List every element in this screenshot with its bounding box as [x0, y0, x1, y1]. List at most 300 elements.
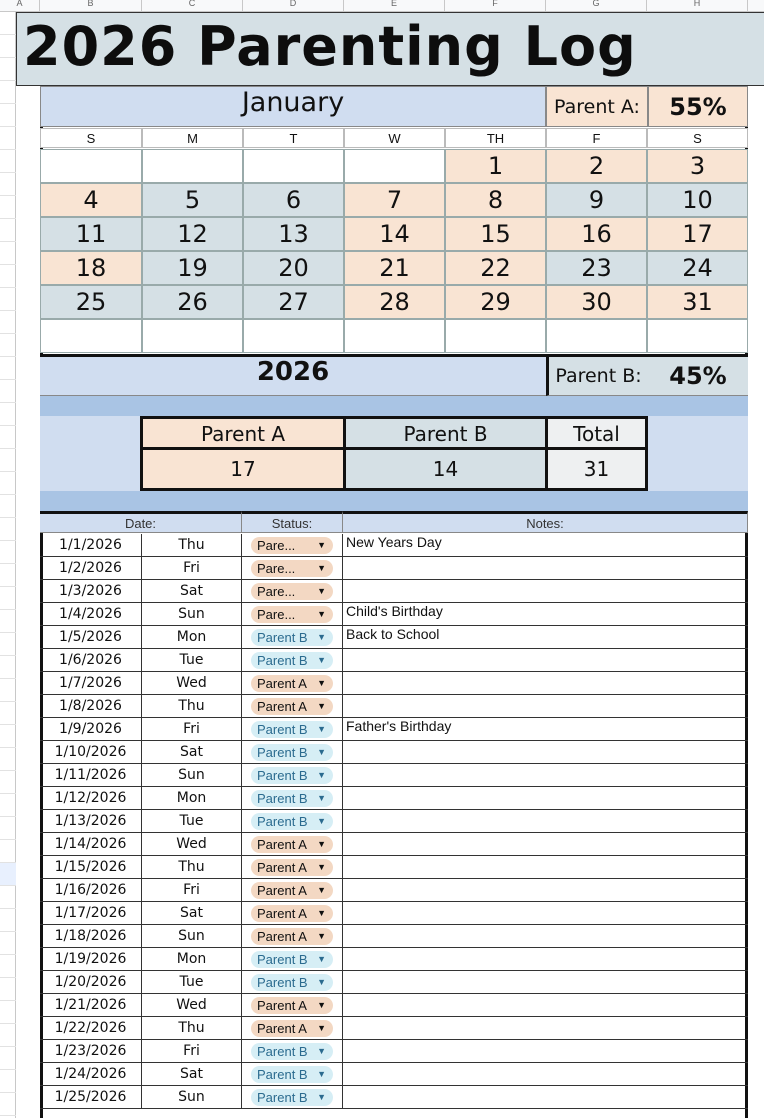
log-date-cell[interactable]: 1/4/2026: [40, 603, 142, 626]
table-row: [40, 971, 748, 994]
log-date-cell[interactable]: 1/3/2026: [40, 580, 142, 603]
parent-b-pct-value[interactable]: 45%: [648, 354, 748, 396]
summary-header-parent-b[interactable]: Parent B: [346, 419, 548, 450]
log-header-date[interactable]: Date:: [40, 511, 242, 533]
calendar-empty-cell[interactable]: [344, 149, 445, 183]
weekday-header[interactable]: W: [344, 128, 445, 148]
log-status-cell[interactable]: [242, 1040, 343, 1063]
summary-value-parent-b[interactable]: 14: [346, 450, 548, 488]
calendar-day[interactable]: 2: [546, 149, 647, 183]
status-dropdown-chip[interactable]: [251, 767, 333, 784]
table-row: [40, 1017, 748, 1040]
row-number-cell[interactable]: [0, 104, 16, 127]
calendar-day[interactable]: 23: [546, 251, 647, 285]
year-header[interactable]: [40, 354, 546, 396]
row-number-cell[interactable]: [0, 1024, 16, 1047]
chevron-down-icon[interactable]: ▼: [317, 885, 326, 895]
summary-header-total[interactable]: Total: [548, 419, 645, 450]
calendar-day[interactable]: 10: [647, 183, 748, 217]
log-weekday-cell[interactable]: Fri: [142, 1040, 242, 1063]
log-status-cell[interactable]: [242, 787, 343, 810]
status-dropdown-chip[interactable]: [251, 675, 333, 692]
log-notes-cell[interactable]: Back to School: [346, 626, 440, 642]
log-notes-cell[interactable]: Father's Birthday: [346, 718, 452, 734]
log-status-cell[interactable]: [242, 994, 343, 1017]
row-number-cell[interactable]: [0, 449, 16, 472]
summary-value-total[interactable]: 31: [548, 450, 645, 488]
log-notes-cell[interactable]: [343, 902, 748, 925]
log-notes-cell[interactable]: [343, 787, 748, 810]
column-header-a[interactable]: A: [0, 0, 40, 12]
calendar-day[interactable]: 16: [546, 217, 647, 251]
status-dropdown-chip[interactable]: [251, 652, 333, 669]
log-notes-cell[interactable]: [343, 741, 748, 764]
log-date-cell[interactable]: 1/6/2026: [40, 649, 142, 672]
status-dropdown-chip[interactable]: [251, 744, 333, 761]
row-number-cell[interactable]: [0, 771, 16, 794]
log-header-status[interactable]: Status:: [242, 511, 343, 533]
row-number-cell[interactable]: [0, 58, 16, 81]
log-notes-cell[interactable]: [343, 810, 748, 833]
status-dropdown-chip[interactable]: [251, 1089, 333, 1106]
weekday-header[interactable]: TH: [445, 128, 546, 148]
log-status-cell[interactable]: [242, 1063, 343, 1086]
status-chip-label: Parent B: [257, 745, 308, 760]
status-chip-label: Parent A: [257, 998, 307, 1013]
calendar-day[interactable]: 22: [445, 251, 546, 285]
row-number-cell[interactable]: [0, 587, 16, 610]
calendar-day[interactable]: 29: [445, 285, 546, 319]
chevron-down-icon[interactable]: ▼: [317, 1000, 326, 1010]
status-chip-label: Parent B: [257, 1067, 308, 1082]
log-weekday-cell[interactable]: Mon: [142, 626, 242, 649]
log-date-cell[interactable]: 1/21/2026: [40, 994, 142, 1017]
chevron-down-icon[interactable]: ▼: [317, 954, 326, 964]
row-number-cell[interactable]: [0, 12, 16, 35]
row-number-cell[interactable]: [0, 403, 16, 426]
chevron-down-icon[interactable]: ▼: [317, 862, 326, 872]
log-notes-cell[interactable]: New Years Day: [346, 534, 442, 550]
log-date-cell[interactable]: 1/9/2026: [40, 718, 142, 741]
calendar-empty-cell[interactable]: [546, 319, 647, 353]
table-row: [40, 879, 748, 902]
table-row: [40, 718, 748, 741]
status-dropdown-chip[interactable]: [251, 583, 333, 600]
log-date-cell[interactable]: 1/20/2026: [40, 971, 142, 994]
log-date-cell[interactable]: 1/19/2026: [40, 948, 142, 971]
status-dropdown-chip[interactable]: [251, 882, 333, 899]
row-number-cell[interactable]: [0, 932, 16, 955]
row-number-cell[interactable]: [0, 1093, 16, 1116]
status-dropdown-chip[interactable]: [251, 698, 333, 715]
chevron-down-icon[interactable]: ▼: [317, 701, 326, 711]
log-date-cell[interactable]: 1/8/2026: [40, 695, 142, 718]
column-header-f[interactable]: F: [445, 0, 546, 12]
calendar-day[interactable]: 26: [142, 285, 243, 319]
row-number-cell[interactable]: [0, 817, 16, 840]
log-date-cell[interactable]: 1/2/2026: [40, 557, 142, 580]
log-notes-cell[interactable]: [343, 1063, 748, 1086]
log-weekday-cell[interactable]: Wed: [142, 833, 242, 856]
log-date-cell[interactable]: 1/22/2026: [40, 1017, 142, 1040]
calendar-empty-cell[interactable]: [40, 149, 142, 183]
row-number-cell[interactable]: [0, 150, 16, 173]
log-notes-cell[interactable]: [343, 649, 748, 672]
log-notes-cell[interactable]: [343, 856, 748, 879]
log-weekday-cell[interactable]: Sat: [142, 741, 242, 764]
log-notes-cell[interactable]: [343, 925, 748, 948]
row-number-cell[interactable]: [0, 725, 16, 748]
log-weekday-cell[interactable]: Sun: [142, 925, 242, 948]
log-status-cell[interactable]: [242, 971, 343, 994]
log-weekday-cell[interactable]: Sun: [142, 1086, 242, 1109]
log-status-cell[interactable]: [242, 557, 343, 580]
calendar-day[interactable]: 12: [142, 217, 243, 251]
row-number-cell[interactable]: [0, 955, 16, 978]
row-number-cell[interactable]: [0, 35, 16, 58]
log-date-cell[interactable]: 1/25/2026: [40, 1086, 142, 1109]
table-row: [40, 580, 748, 603]
row-number-cell[interactable]: [0, 127, 16, 150]
log-weekday-cell[interactable]: Thu: [142, 534, 242, 557]
row-number-cell[interactable]: [0, 426, 16, 449]
log-weekday-cell[interactable]: Tue: [142, 649, 242, 672]
log-date-cell[interactable]: 1/14/2026: [40, 833, 142, 856]
row-number-cell[interactable]: [0, 541, 16, 564]
calendar-day[interactable]: 6: [243, 183, 344, 217]
log-notes-cell[interactable]: [343, 971, 748, 994]
row-number-cell[interactable]: [0, 380, 16, 403]
chevron-down-icon[interactable]: ▼: [317, 609, 326, 619]
column-header-h[interactable]: H: [647, 0, 748, 12]
status-dropdown-chip[interactable]: [251, 721, 333, 738]
calendar-day[interactable]: 5: [142, 183, 243, 217]
log-status-cell[interactable]: [242, 833, 343, 856]
summary-header-parent-a[interactable]: Parent A: [143, 419, 346, 450]
log-weekday-cell[interactable]: Tue: [142, 971, 242, 994]
log-date-cell[interactable]: 1/12/2026: [40, 787, 142, 810]
log-weekday-cell[interactable]: Wed: [142, 994, 242, 1017]
calendar-empty-cell[interactable]: [344, 319, 445, 353]
log-date-cell[interactable]: 1/23/2026: [40, 1040, 142, 1063]
calendar-day[interactable]: 27: [243, 285, 344, 319]
status-dropdown-chip[interactable]: [251, 974, 333, 991]
status-chip-label: Parent B: [257, 791, 308, 806]
status-dropdown-chip[interactable]: [251, 997, 333, 1014]
weekday-header[interactable]: S: [40, 128, 142, 148]
calendar-day[interactable]: 1: [445, 149, 546, 183]
calendar-day[interactable]: 24: [647, 251, 748, 285]
title-banner[interactable]: [16, 12, 764, 86]
row-number-cell[interactable]: [0, 265, 16, 288]
log-weekday-cell[interactable]: Tue: [142, 810, 242, 833]
status-dropdown-chip[interactable]: [251, 606, 333, 623]
row-number-cell[interactable]: [0, 357, 16, 380]
chevron-down-icon[interactable]: ▼: [317, 632, 326, 642]
calendar-empty-cell[interactable]: [647, 319, 748, 353]
table-row: [40, 1040, 748, 1063]
chevron-down-icon[interactable]: ▼: [317, 793, 326, 803]
calendar-day[interactable]: 11: [40, 217, 142, 251]
row-number-cell[interactable]: [0, 311, 16, 334]
status-chip-label: Pare...: [257, 607, 296, 622]
chevron-down-icon[interactable]: ▼: [317, 839, 326, 849]
row-number-cell[interactable]: [0, 794, 16, 817]
row-number-cell[interactable]: [0, 978, 16, 1001]
calendar-day[interactable]: 17: [647, 217, 748, 251]
calendar-day[interactable]: 15: [445, 217, 546, 251]
log-notes-cell[interactable]: [343, 948, 748, 971]
log-status-cell[interactable]: [242, 580, 343, 603]
calendar-day[interactable]: 14: [344, 217, 445, 251]
row-number-cell[interactable]: [0, 610, 16, 633]
log-header-notes[interactable]: Notes:: [343, 511, 748, 533]
log-notes-cell[interactable]: [343, 994, 748, 1017]
chevron-down-icon[interactable]: ▼: [317, 563, 326, 573]
calendar-day[interactable]: 31: [647, 285, 748, 319]
log-status-cell[interactable]: [242, 649, 343, 672]
status-dropdown-chip[interactable]: [251, 1020, 333, 1037]
row-number-cell[interactable]: [0, 748, 16, 771]
row-number-cell[interactable]: [0, 886, 16, 909]
weekday-header[interactable]: F: [546, 128, 647, 148]
divider-stripe-top: [40, 396, 748, 416]
log-weekday-cell[interactable]: Sat: [142, 1063, 242, 1086]
log-status-cell[interactable]: [242, 764, 343, 787]
row-number-cell[interactable]: [0, 196, 16, 219]
log-status-cell[interactable]: [242, 534, 343, 557]
log-date-cell[interactable]: 1/7/2026: [40, 672, 142, 695]
status-dropdown-chip[interactable]: [251, 836, 333, 853]
log-date-cell[interactable]: 1/18/2026: [40, 925, 142, 948]
calendar-day[interactable]: 13: [243, 217, 344, 251]
log-status-cell[interactable]: [242, 810, 343, 833]
row-number-cell[interactable]: [0, 1070, 16, 1093]
log-status-cell[interactable]: [242, 603, 343, 626]
month-header[interactable]: [40, 86, 546, 127]
month-label: January: [241, 87, 345, 118]
row-number-gutter: [0, 12, 16, 1118]
log-date-cell[interactable]: 1/10/2026: [40, 741, 142, 764]
chevron-down-icon[interactable]: ▼: [317, 816, 326, 826]
row-number-cell[interactable]: [0, 909, 16, 932]
log-weekday-cell[interactable]: Thu: [142, 695, 242, 718]
chevron-down-icon[interactable]: ▼: [317, 586, 326, 596]
row-number-cell[interactable]: [0, 518, 16, 541]
log-weekday-cell[interactable]: Fri: [142, 718, 242, 741]
status-dropdown-chip[interactable]: [251, 859, 333, 876]
log-notes-cell[interactable]: [343, 1017, 748, 1040]
row-number-cell[interactable]: [0, 334, 16, 357]
log-status-cell[interactable]: [242, 948, 343, 971]
log-notes-cell[interactable]: [343, 1040, 748, 1063]
row-number-cell[interactable]: [0, 81, 16, 104]
log-date-cell[interactable]: 1/1/2026: [40, 534, 142, 557]
log-status-cell[interactable]: [242, 626, 343, 649]
row-number-cell[interactable]: [0, 472, 16, 495]
chevron-down-icon[interactable]: ▼: [317, 770, 326, 780]
calendar-day[interactable]: 28: [344, 285, 445, 319]
calendar-day[interactable]: 7: [344, 183, 445, 217]
status-dropdown-chip[interactable]: [251, 537, 333, 554]
status-chip-label: Parent B: [257, 1090, 308, 1105]
log-weekday-cell[interactable]: Fri: [142, 879, 242, 902]
calendar-day[interactable]: 30: [546, 285, 647, 319]
summary-table: [140, 416, 648, 491]
log-date-cell[interactable]: 1/5/2026: [40, 626, 142, 649]
table-row: [40, 948, 748, 971]
status-dropdown-chip[interactable]: [251, 813, 333, 830]
log-date-cell[interactable]: 1/15/2026: [40, 856, 142, 879]
chevron-down-icon[interactable]: ▼: [317, 678, 326, 688]
status-dropdown-chip[interactable]: [251, 1043, 333, 1060]
log-weekday-cell[interactable]: Sat: [142, 902, 242, 925]
log-date-cell[interactable]: 1/13/2026: [40, 810, 142, 833]
row-number-cell[interactable]: [0, 288, 16, 311]
log-status-cell[interactable]: [242, 1086, 343, 1109]
calendar-day[interactable]: 21: [344, 251, 445, 285]
column-header-bar: [0, 0, 764, 12]
chevron-down-icon[interactable]: ▼: [317, 724, 326, 734]
summary-value-parent-a[interactable]: 17: [143, 450, 346, 488]
column-header-c[interactable]: C: [142, 0, 243, 12]
chevron-down-icon[interactable]: ▼: [317, 655, 326, 665]
column-header-g[interactable]: G: [546, 0, 647, 12]
log-date-cell[interactable]: 1/24/2026: [40, 1063, 142, 1086]
log-notes-cell[interactable]: [343, 1086, 748, 1109]
table-row: [40, 1086, 748, 1109]
chevron-down-icon[interactable]: ▼: [317, 1092, 326, 1102]
calendar-empty-cell[interactable]: [243, 319, 344, 353]
page-title: 2026 Parenting Log: [23, 15, 637, 78]
log-weekday-cell[interactable]: Mon: [142, 787, 242, 810]
calendar-day[interactable]: 3: [647, 149, 748, 183]
log-weekday-cell[interactable]: Thu: [142, 856, 242, 879]
row-number-cell[interactable]: [0, 656, 16, 679]
weekday-header[interactable]: S: [647, 128, 748, 148]
table-row: [40, 557, 748, 580]
calendar-empty-cell[interactable]: [142, 319, 243, 353]
row-number-cell[interactable]: [0, 702, 16, 725]
calendar-empty-cell[interactable]: [142, 149, 243, 183]
chevron-down-icon[interactable]: ▼: [317, 1023, 326, 1033]
chevron-down-icon[interactable]: ▼: [317, 908, 326, 918]
row-number-cell[interactable]: [0, 1001, 16, 1024]
row-number-cell[interactable]: [0, 242, 16, 265]
calendar-day[interactable]: 8: [445, 183, 546, 217]
column-header-d[interactable]: D: [243, 0, 344, 12]
log-date-cell[interactable]: 1/17/2026: [40, 902, 142, 925]
column-header-b[interactable]: B: [40, 0, 142, 12]
log-notes-cell[interactable]: [343, 672, 748, 695]
log-weekday-cell[interactable]: Mon: [142, 948, 242, 971]
parent-a-pct-value[interactable]: 55%: [648, 86, 748, 127]
status-chip-label: Parent B: [257, 630, 308, 645]
log-notes-cell[interactable]: [343, 557, 748, 580]
calendar-empty-cell[interactable]: [243, 149, 344, 183]
log-notes-cell[interactable]: [343, 580, 748, 603]
chevron-down-icon[interactable]: ▼: [317, 1046, 326, 1056]
log-notes-cell[interactable]: [343, 879, 748, 902]
table-row: [40, 856, 748, 879]
status-chip-label: Parent B: [257, 814, 308, 829]
log-status-cell[interactable]: [242, 902, 343, 925]
status-dropdown-chip[interactable]: [251, 629, 333, 646]
calendar-empty-cell[interactable]: [40, 319, 142, 353]
status-chip-label: Pare...: [257, 584, 296, 599]
log-notes-cell[interactable]: Child's Birthday: [346, 603, 443, 619]
chevron-down-icon[interactable]: ▼: [317, 977, 326, 987]
row-number-cell[interactable]: [0, 219, 16, 242]
chevron-down-icon[interactable]: ▼: [317, 931, 326, 941]
log-notes-cell[interactable]: [343, 695, 748, 718]
calendar-day[interactable]: 18: [40, 251, 142, 285]
row-number-cell[interactable]: [0, 564, 16, 587]
log-notes-cell[interactable]: [343, 833, 748, 856]
calendar-day[interactable]: 4: [40, 183, 142, 217]
calendar-day[interactable]: 25: [40, 285, 142, 319]
log-date-cell[interactable]: 1/11/2026: [40, 764, 142, 787]
column-header-e[interactable]: E: [344, 0, 445, 12]
parent-b-pct-label[interactable]: Parent B:: [546, 354, 648, 396]
calendar-empty-cell[interactable]: [445, 319, 546, 353]
log-weekday-cell[interactable]: Sat: [142, 580, 242, 603]
chevron-down-icon[interactable]: ▼: [317, 747, 326, 757]
row-number-cell[interactable]: [0, 495, 16, 518]
chevron-down-icon[interactable]: ▼: [317, 540, 326, 550]
row-number-cell[interactable]: [0, 679, 16, 702]
status-dropdown-chip[interactable]: [251, 1066, 333, 1083]
log-status-cell[interactable]: [242, 856, 343, 879]
calendar-day[interactable]: 9: [546, 183, 647, 217]
parent-a-pct-label[interactable]: Parent A:: [546, 86, 648, 127]
log-weekday-cell[interactable]: Sun: [142, 764, 242, 787]
weekday-header[interactable]: T: [243, 128, 344, 148]
log-date-cell[interactable]: 1/16/2026: [40, 879, 142, 902]
row-number-cell[interactable]: [0, 840, 16, 863]
table-row: [40, 902, 748, 925]
log-status-cell[interactable]: [242, 879, 343, 902]
chevron-down-icon[interactable]: ▼: [317, 1069, 326, 1079]
log-status-cell[interactable]: [242, 1017, 343, 1040]
row-number-cell[interactable]: [0, 1047, 16, 1070]
status-dropdown-chip[interactable]: [251, 928, 333, 945]
calendar-day[interactable]: 19: [142, 251, 243, 285]
row-number-cell[interactable]: [0, 633, 16, 656]
log-status-cell[interactable]: [242, 925, 343, 948]
log-status-cell[interactable]: [242, 695, 343, 718]
status-dropdown-chip[interactable]: [251, 905, 333, 922]
table-row: [40, 764, 748, 787]
log-notes-cell[interactable]: [343, 764, 748, 787]
row-number-cell[interactable]: [0, 863, 16, 886]
log-status-cell[interactable]: [242, 741, 343, 764]
row-number-cell[interactable]: [0, 173, 16, 196]
log-weekday-cell[interactable]: Sun: [142, 603, 242, 626]
log-weekday-cell[interactable]: Thu: [142, 1017, 242, 1040]
log-status-cell[interactable]: [242, 672, 343, 695]
status-chip-label: Parent A: [257, 1021, 307, 1036]
status-dropdown-chip[interactable]: [251, 560, 333, 577]
weekday-header[interactable]: M: [142, 128, 243, 148]
log-weekday-cell[interactable]: Fri: [142, 557, 242, 580]
calendar-day[interactable]: 20: [243, 251, 344, 285]
status-dropdown-chip[interactable]: [251, 951, 333, 968]
log-status-cell[interactable]: [242, 718, 343, 741]
status-dropdown-chip[interactable]: [251, 790, 333, 807]
log-weekday-cell[interactable]: Wed: [142, 672, 242, 695]
status-chip-label: Parent B: [257, 952, 308, 967]
